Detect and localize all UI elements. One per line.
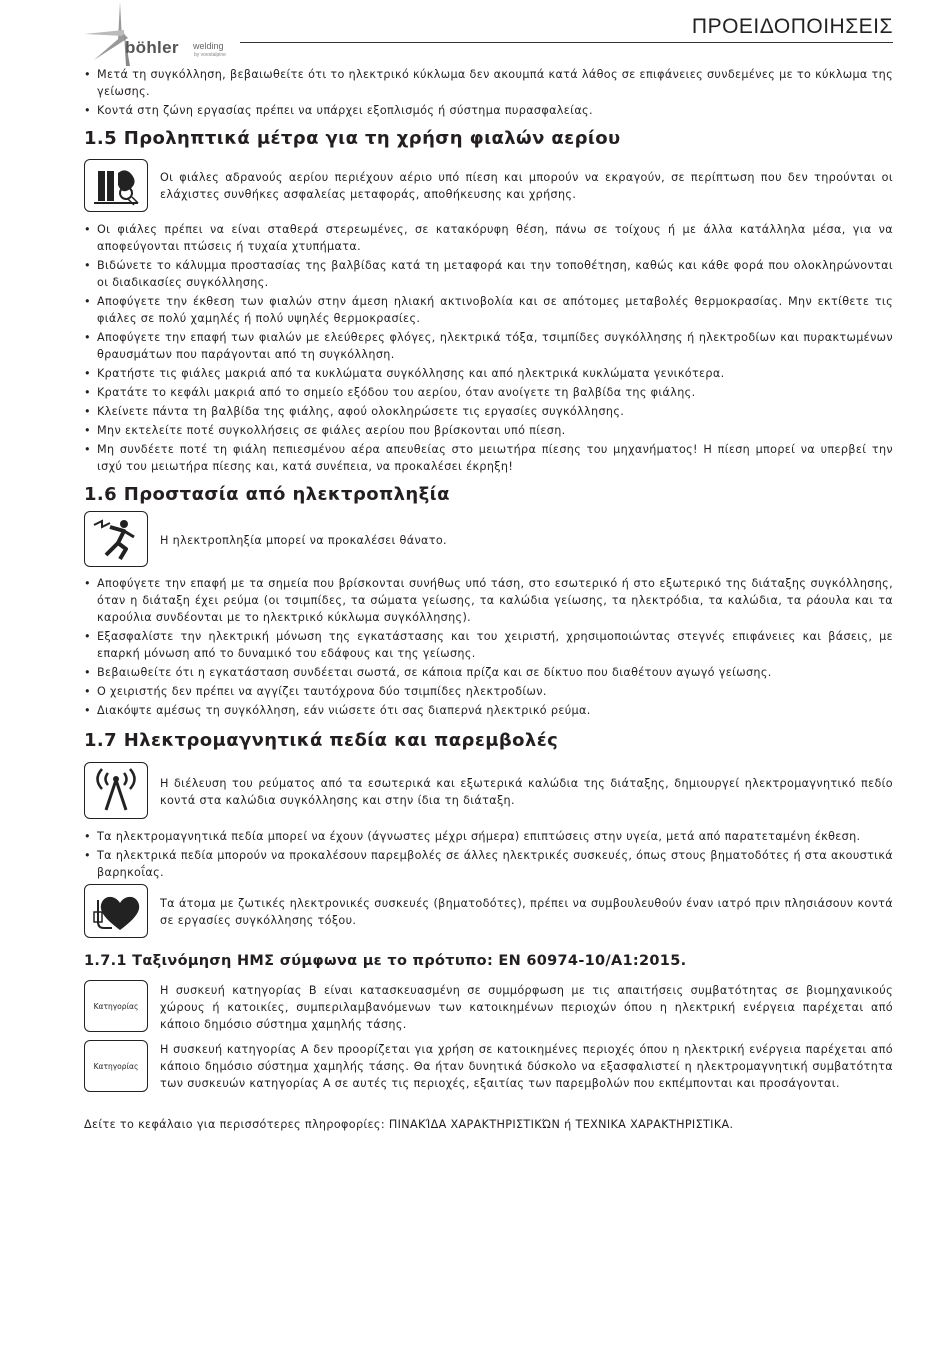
brand-sub2: by voestalpine — [194, 52, 226, 58]
section-heading-1-5: 1.5 Προληπτικά μέτρα για τη χρήση φιαλών αερίου — [84, 128, 621, 149]
list-item: • Μη συνδέετε ποτέ τη φιάλη πεπιεσμένου αέρα απευθείας στο μειωτήρα πίεσης του μηχανήματος! Η πίεση μπορεί να υπερβεί την ισχύ του μειωτήρα πίεσης και, κατά συνέπεια, να προκαλέσει έκρηξη! — [84, 441, 893, 475]
emf-warning-text: Η διέλευση του ρεύματος από τα εσωτερικά και εξωτερικά καλώδια της διάταξης, δημιουργεί ηλεκτρομαγνητικό πεδίο κοντά στα καλώδια συγκόλλησης και στην ίδια τη διάταξη. — [160, 777, 893, 807]
page-title: ΠΡΟΕΙΔΟΠΟΙΗΣΕΙΣ — [691, 15, 893, 38]
electric-shock-icon — [84, 511, 148, 567]
list-item: • Κρατήστε τις φιάλες μακριά από τα κυκλώματα συγκόλλησης και από ηλεκτρικά κυκλώματα γενικότερα. — [84, 365, 893, 382]
gas-warning-text: Οι φιάλες αδρανούς αερίου περιέχουν αέριο υπό πίεση και μπορούν να εκραγούν, σε περίπτωση που δεν τηρούνται οι ελάχιστες συνθήκες ασφαλείας μεταφοράς, αποθήκευσης και χρήσης. — [160, 171, 893, 201]
category-a-box — [84, 1040, 148, 1092]
category-a-text: Η συσκευή κατηγορίας A δεν προορίζεται για χρήση σε κατοικημένες περιοχές όπου η ηλεκτρική ενέργεια παρέχεται από κάποιο δημόσιο σύστημα χαμηλής τάσης. Θα ήταν δυνητικά δύσκολο να εξασφαλιστεί η ηλεκτρομαγνητική συμβατότητα των συσκευών κατηγορίας A σε αυτές τις περιοχές, εξαιτίας των παρεμβολών που εκπέμπονται και προσάγονται. — [160, 1043, 893, 1090]
section-heading-1-6: 1.6 Προστασία από ηλεκτροπληξία — [84, 484, 450, 505]
header-divider — [240, 42, 893, 43]
list-item: • Τα ηλεκτρομαγνητικά πεδία μπορεί να έχουν (άγνωστες μέχρι σήμερα) επιπτώσεις στην υγεία, μετά από παρατεταμένη έκθεση. — [84, 828, 893, 845]
list-item: • Κρατάτε το κεφάλι μακριά από το σημείο εξόδου του αερίου, όταν ανοίγετε τη βαλβίδα της φιάλης. — [84, 384, 893, 401]
list-item: • Εξασφαλίστε την ηλεκτρική μόνωση της εγκατάστασης και του χειριστή, χρησιμοποιώντας στεγνές επιφάνειες και βάσεις, με επαρκή μόνωση από το δυναμικό του εδάφους και της γείωσης. — [84, 628, 893, 662]
list-item: • Μετά τη συγκόλληση, βεβαιωθείτε ότι το ηλεκτρικό κύκλωμα δεν ακουμπά κατά λάθος σε επιφάνειες συνδεμένες με το κύκλωμα της γείωσης. — [84, 66, 893, 100]
category-b-text: Η συσκευή κατηγορίας B είναι κατασκευασμένη σε συμμόρφωση με τις απαιτήσεις συμβατότητας σε βιομηχανικούς χώρους ή κατοικίες, συμπεριλαμβανόμενων των κατοικημένων περιοχών όπου η ηλεκτρική ενέργεια παρέχεται από κάποιο δημόσιο σύστημα χαμηλής τάσης. — [160, 984, 893, 1031]
list-item: • Βιδώνετε το κάλυμμα προστασίας της βαλβίδας κατά τη μεταφορά και την τοποθέτηση, καθώς και κάθε φορά που ολοκληρώνονται οι διαδικασίες συγκόλλησης. — [84, 257, 893, 291]
brand-sub: welding — [193, 41, 224, 51]
list-item: • Οι φιάλες πρέπει να είναι σταθερά στερεωμένες, σε κατακόρυφη θέση, πάνω σε τοίχους ή με άλλα κατάλληλα μέσα, για να αποφεύγονται πτώσεις ή τυχαία χτυπήματα. — [84, 221, 893, 255]
pacemaker-heart-icon — [84, 884, 148, 938]
emf-bullet-list — [84, 828, 893, 883]
section-heading-1-7: 1.7 Ηλεκτρομαγνητικά πεδία και παρεμβολές — [84, 730, 559, 751]
gas-bullet-list — [84, 221, 893, 477]
category-b-label: Κατηγορίας — [93, 1001, 139, 1011]
list-item: • Βεβαιωθείτε ότι η εγκατάσταση συνδέεται σωστά, σε κάποια πρίζα και σε δίκτυο που διαθέτουν αγωγό γείωσης. — [84, 664, 893, 681]
list-item: • Ο χειριστής δεν πρέπει να αγγίζει ταυτόχρονα δύο τσιμπίδες ηλεκτροδίων. — [84, 683, 893, 700]
reference-note: Δείτε το κεφάλαιο για περισσότερες πληροφορίες: ΠΙΝΑΚΊΔΑ ΧΑΡΑΚΤΗΡΙΣΤΙΚΏΝ ή ΤΕΧΝΙΚΑ ΧΑΡΑΚΤΗΡΙΣΤΙΚΑ. — [84, 1118, 734, 1131]
shock-bullet-list — [84, 575, 893, 721]
list-item: • Κλείνετε πάντα τη βαλβίδα της φιάλης, αφού ολοκληρώσετε τις εργασίες συγκόλλησης. — [84, 403, 893, 420]
brand-name: böhler — [125, 38, 179, 57]
list-item: • Κοντά στη ζώνη εργασίας πρέπει να υπάρχει εξοπλισμός ή σύστημα πυρασφαλείας. — [84, 102, 893, 119]
pacemaker-warning-text: Τα άτομα με ζωτικές ηλεκτρονικές συσκευές (βηματοδότες), πρέπει να συμβουλευθούν έναν ιατρό πριν πλησιάσουν κοντά σε εργασίες συγκόλλησης τόξου. — [160, 897, 893, 927]
list-item: • Αποφύγετε την επαφή με τα σημεία που βρίσκονται συνήθως υπό τάση, στο εσωτερικό ή στο εξωτερικό της διάταξης συγκόλλησης, όταν η διάταξη έχει ρεύμα (οι τσιμπίδες, τα σώματα γείωσης, τα καλώδια γείωσης, τα ηλεκτρόδια, τα καλώδια, τα ράουλα και τα καρούλια συνδέονται με το ηλεκτρικό κύκλωμα συγκόλλησης). — [84, 575, 893, 626]
gas-cylinder-icon — [84, 159, 148, 212]
list-item: • Μην εκτελείτε ποτέ συγκολλήσεις σε φιάλες αερίου που βρίσκονται υπό πίεση. — [84, 422, 893, 439]
list-item: • Τα ηλεκτρικά πεδία μπορούν να προκαλέσουν παρεμβολές σε άλλες ηλεκτρικές συσκευές, όπως στους βηματοδότες ή στα ακουστικά βαρηκοΐας. — [84, 847, 893, 881]
list-item: • Διακόψτε αμέσως τη συγκόλληση, εάν νιώσετε ότι σας διαπερνά ηλεκτρικό ρεύμα. — [84, 702, 893, 719]
category-a-label: Κατηγορίας — [93, 1061, 139, 1071]
category-b-box — [84, 980, 148, 1032]
intro-bullet-list — [84, 66, 893, 121]
section-heading-1-7-1: 1.7.1 Ταξινόμηση ΗΜΣ σύμφωνα με το πρότυπο: EN 60974-10/A1:2015. — [84, 953, 687, 969]
list-item: • Αποφύγετε την έκθεση των φιαλών στην άμεση ηλιακή ακτινοβολία και σε απότομες μεταβολές θερμοκρασίας. Μην εκτίθετε τις φιάλες σε πολύ χαμηλές ή πολύ υψηλές θερμοκρασίες. — [84, 293, 893, 327]
electromagnetic-field-icon — [84, 762, 148, 819]
shock-warning-text: Η ηλεκτροπληξία μπορεί να προκαλέσει θάνατο. — [160, 534, 447, 547]
list-item: • Αποφύγετε την επαφή των φιαλών με ελεύθερες φλόγες, ηλεκτρικά τόξα, τσιμπίδες συγκόλλησης ή ηλεκτροδίων και πυρακτωμένων θραυσμάτων που παράγονται από τη συγκόλληση. — [84, 329, 893, 363]
